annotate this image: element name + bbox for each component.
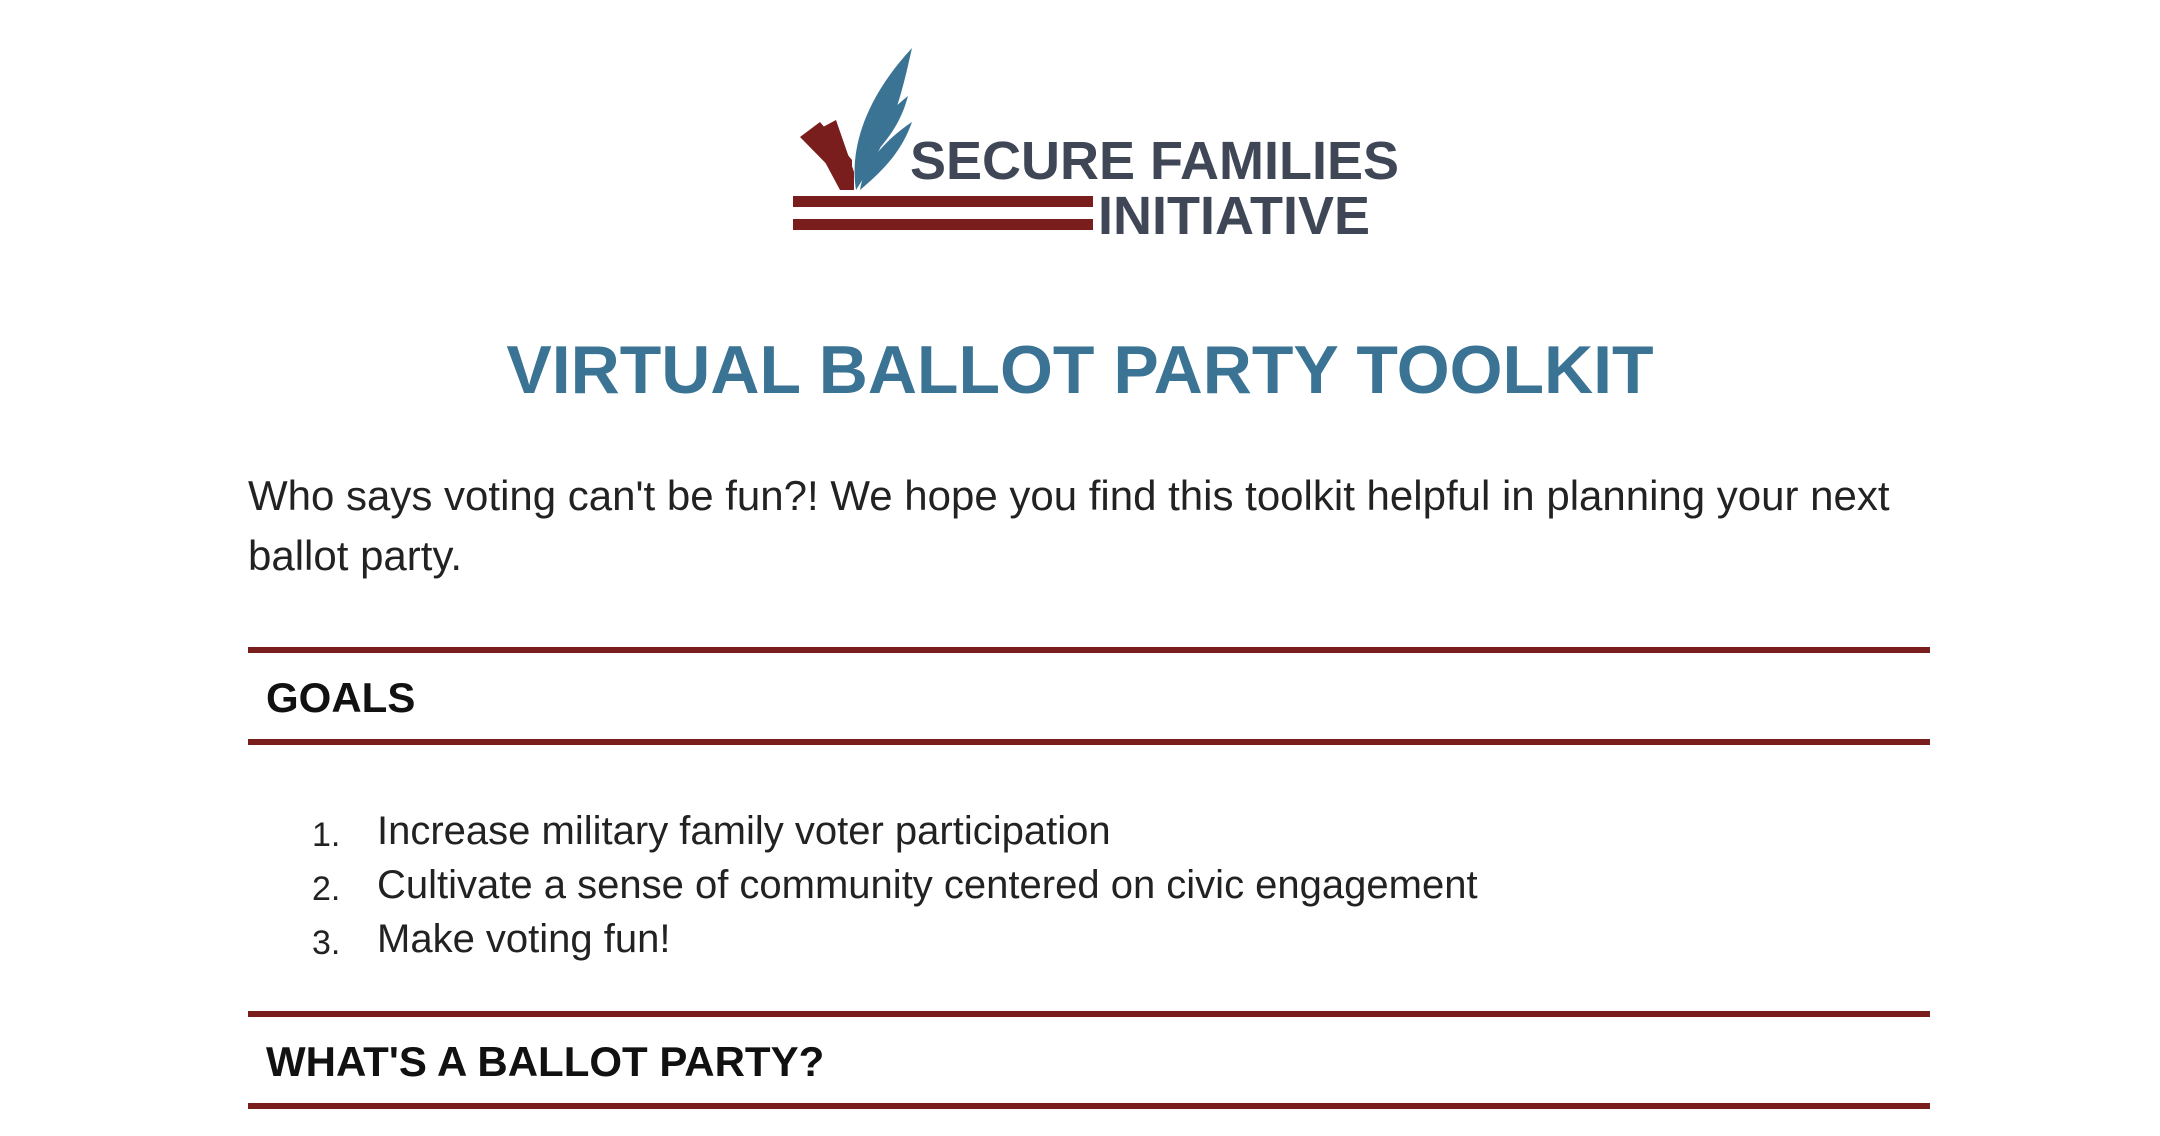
list-item-number: 2. bbox=[312, 870, 341, 908]
secure-families-initiative-logo bbox=[790, 42, 1400, 246]
logo-text-line1: SECURE FAMILIES bbox=[910, 131, 1400, 191]
list-item-text: Cultivate a sense of community centered on civic engagement bbox=[377, 863, 1478, 907]
list-item-number: 1. bbox=[312, 816, 341, 854]
intro-paragraph: Who says voting can't be fun?! We hope you find this toolkit helpful in planning your next ballot party. bbox=[248, 472, 1890, 579]
ballot-party-section-header bbox=[248, 1011, 1930, 1109]
logo-text-line2: INITIATIVE bbox=[1098, 186, 1371, 246]
ballot-party-heading: WHAT'S A BALLOT PARTY? bbox=[266, 1038, 825, 1085]
list-item-number: 3. bbox=[312, 924, 341, 962]
page-title: VIRTUAL BALLOT PARTY TOOLKIT bbox=[506, 332, 1654, 408]
goals-section-header bbox=[248, 647, 1930, 745]
list-item-text: Make voting fun! bbox=[377, 917, 671, 961]
list-item-text: Increase military family voter participation bbox=[377, 809, 1111, 853]
goals-heading: GOALS bbox=[266, 674, 416, 721]
